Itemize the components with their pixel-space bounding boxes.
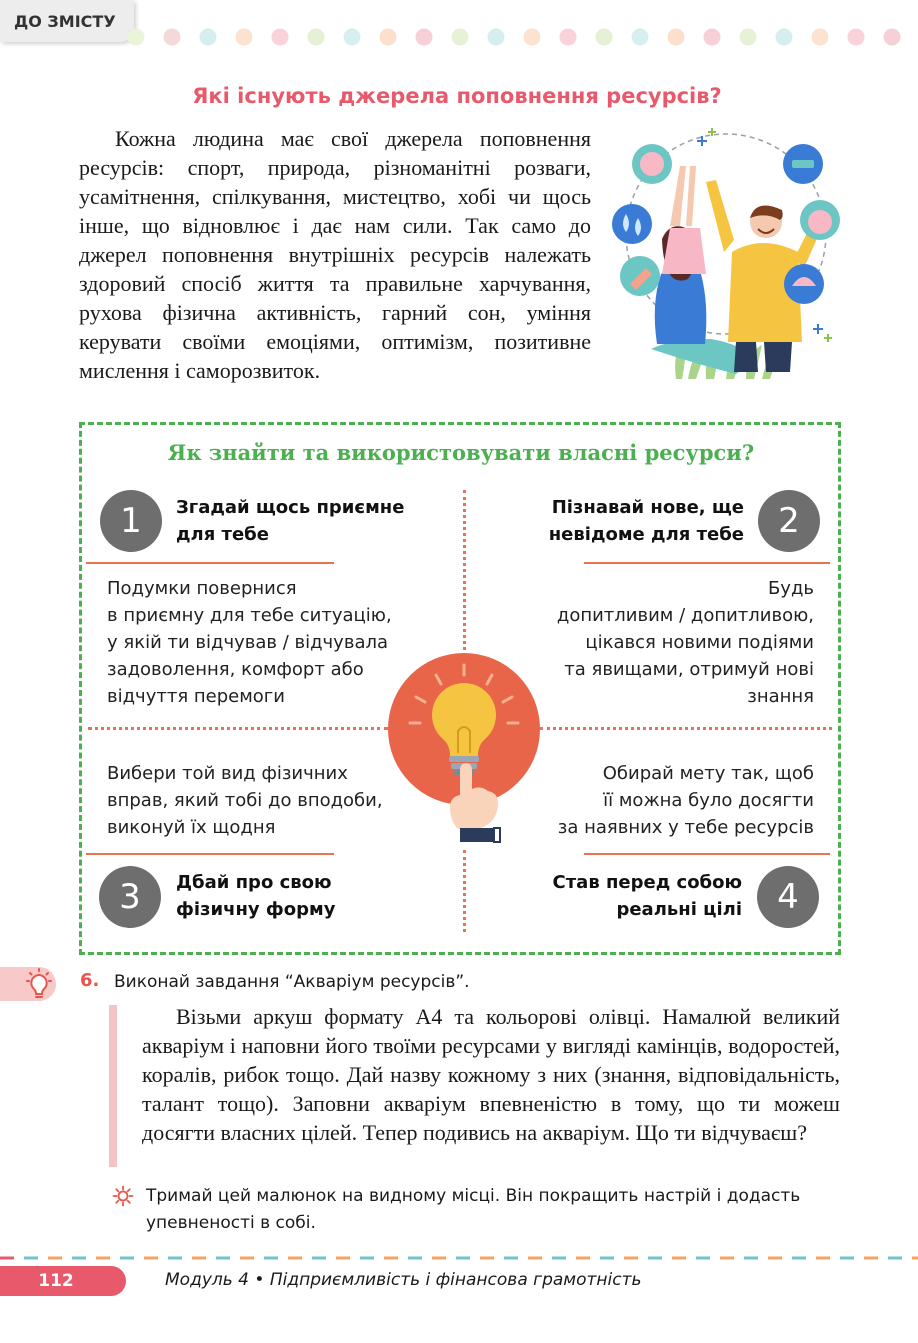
sun-icon (112, 1185, 134, 1207)
step-1-rule (86, 562, 334, 564)
lightbulb-icon (386, 653, 542, 847)
step-3-number: 3 (99, 866, 161, 928)
divider-horizontal-left (88, 727, 388, 730)
decorative-dots (120, 27, 910, 47)
step-4-text: Обирай мету так, щоб її можна було досягти за наявних у тебе ресурсів (557, 763, 814, 838)
step-1-text: Подумки повернися в приємну для тебе ситуацію, у якій ти відчував / відчувала задоволення, комфорт або відчуття перемоги (107, 578, 392, 707)
step-1-title: Згадай щось приємне для тебе (176, 497, 405, 545)
idea-tab (0, 967, 56, 1001)
section-title: Які існують джерела поповнення ресурсів? (192, 84, 722, 108)
step-4-title: Став перед собою реальні цілі (552, 872, 742, 920)
lightbulb-idea-icon (0, 967, 56, 1001)
step-4-rule (584, 853, 830, 855)
step-4-number: 4 (757, 866, 819, 928)
step-3-rule (86, 853, 334, 855)
resources-illustration (606, 124, 846, 386)
resources-title: Як знайти та використовувати власні ресурси? (167, 440, 755, 465)
footer-dashed-line (0, 1256, 918, 1260)
task-title: Виконай завдання “Акваріум ресурсів”. (114, 972, 470, 992)
tip-text: Тримай цей малюнок на видному місці. Він покращить настрій і додасть упевненості в собі. (146, 1186, 801, 1233)
toc-link[interactable]: ДО ЗМІСТУ (0, 0, 134, 42)
step-1-number: 1 (100, 490, 162, 552)
step-2-number: 2 (758, 490, 820, 552)
step-2-title: Пізнавай нове, ще невідоме для тебе (548, 497, 744, 545)
task-body: Візьми аркуш формату А4 та кольорові олівці. Намалюй великий акваріум і наповни його твоїми ресурсами у вигляді камінців, водоростей, коралів, рибок тощо. Дай назву кожному з них (знання, відповідальність, талант тощо). Заповни акваріум впевненістю в тому, що ти можеш досягти власних цілей. Тепер подивись на акваріум. Що ти відчуваєш? (142, 1004, 840, 1145)
divider-horizontal-right (540, 727, 832, 730)
task-accent-bar (109, 1005, 117, 1167)
step-3-text: Вибери той вид фізичних вправ, який тобі до вподоби, виконуй їх щодня (107, 763, 383, 838)
divider-vertical-bottom (463, 850, 466, 932)
page-number: 112 (0, 1266, 126, 1296)
divider-vertical-top (463, 490, 466, 650)
intro-paragraph: Кожна людина має свої джерела поповнення ресурсів: спорт, природа, різноманітні розваги, усамітнення, спілкування, мистецтво, хобі чи щось інше, що відновлює і дає нам сили. Так само до джерел поповнення внутрішніх ресурсів належать здоровий спосіб життя та правильне харчування, рухова фізична активність, гарний сон, уміння керувати своїми емоціями, оптимізм, позитивне мислення і саморозвиток. (79, 126, 591, 383)
step-2-rule (584, 562, 830, 564)
step-3-title: Дбай про свою фізичну форму (176, 872, 336, 920)
step-2-text: Будь допитливим / допитливою, цікався новими подіями та явищами, отримуй нові знання (556, 578, 814, 707)
task-number: 6. (80, 970, 100, 991)
footer-module-text: Модуль 4 • Підприємливість і фінансова грамотність (165, 1270, 642, 1290)
